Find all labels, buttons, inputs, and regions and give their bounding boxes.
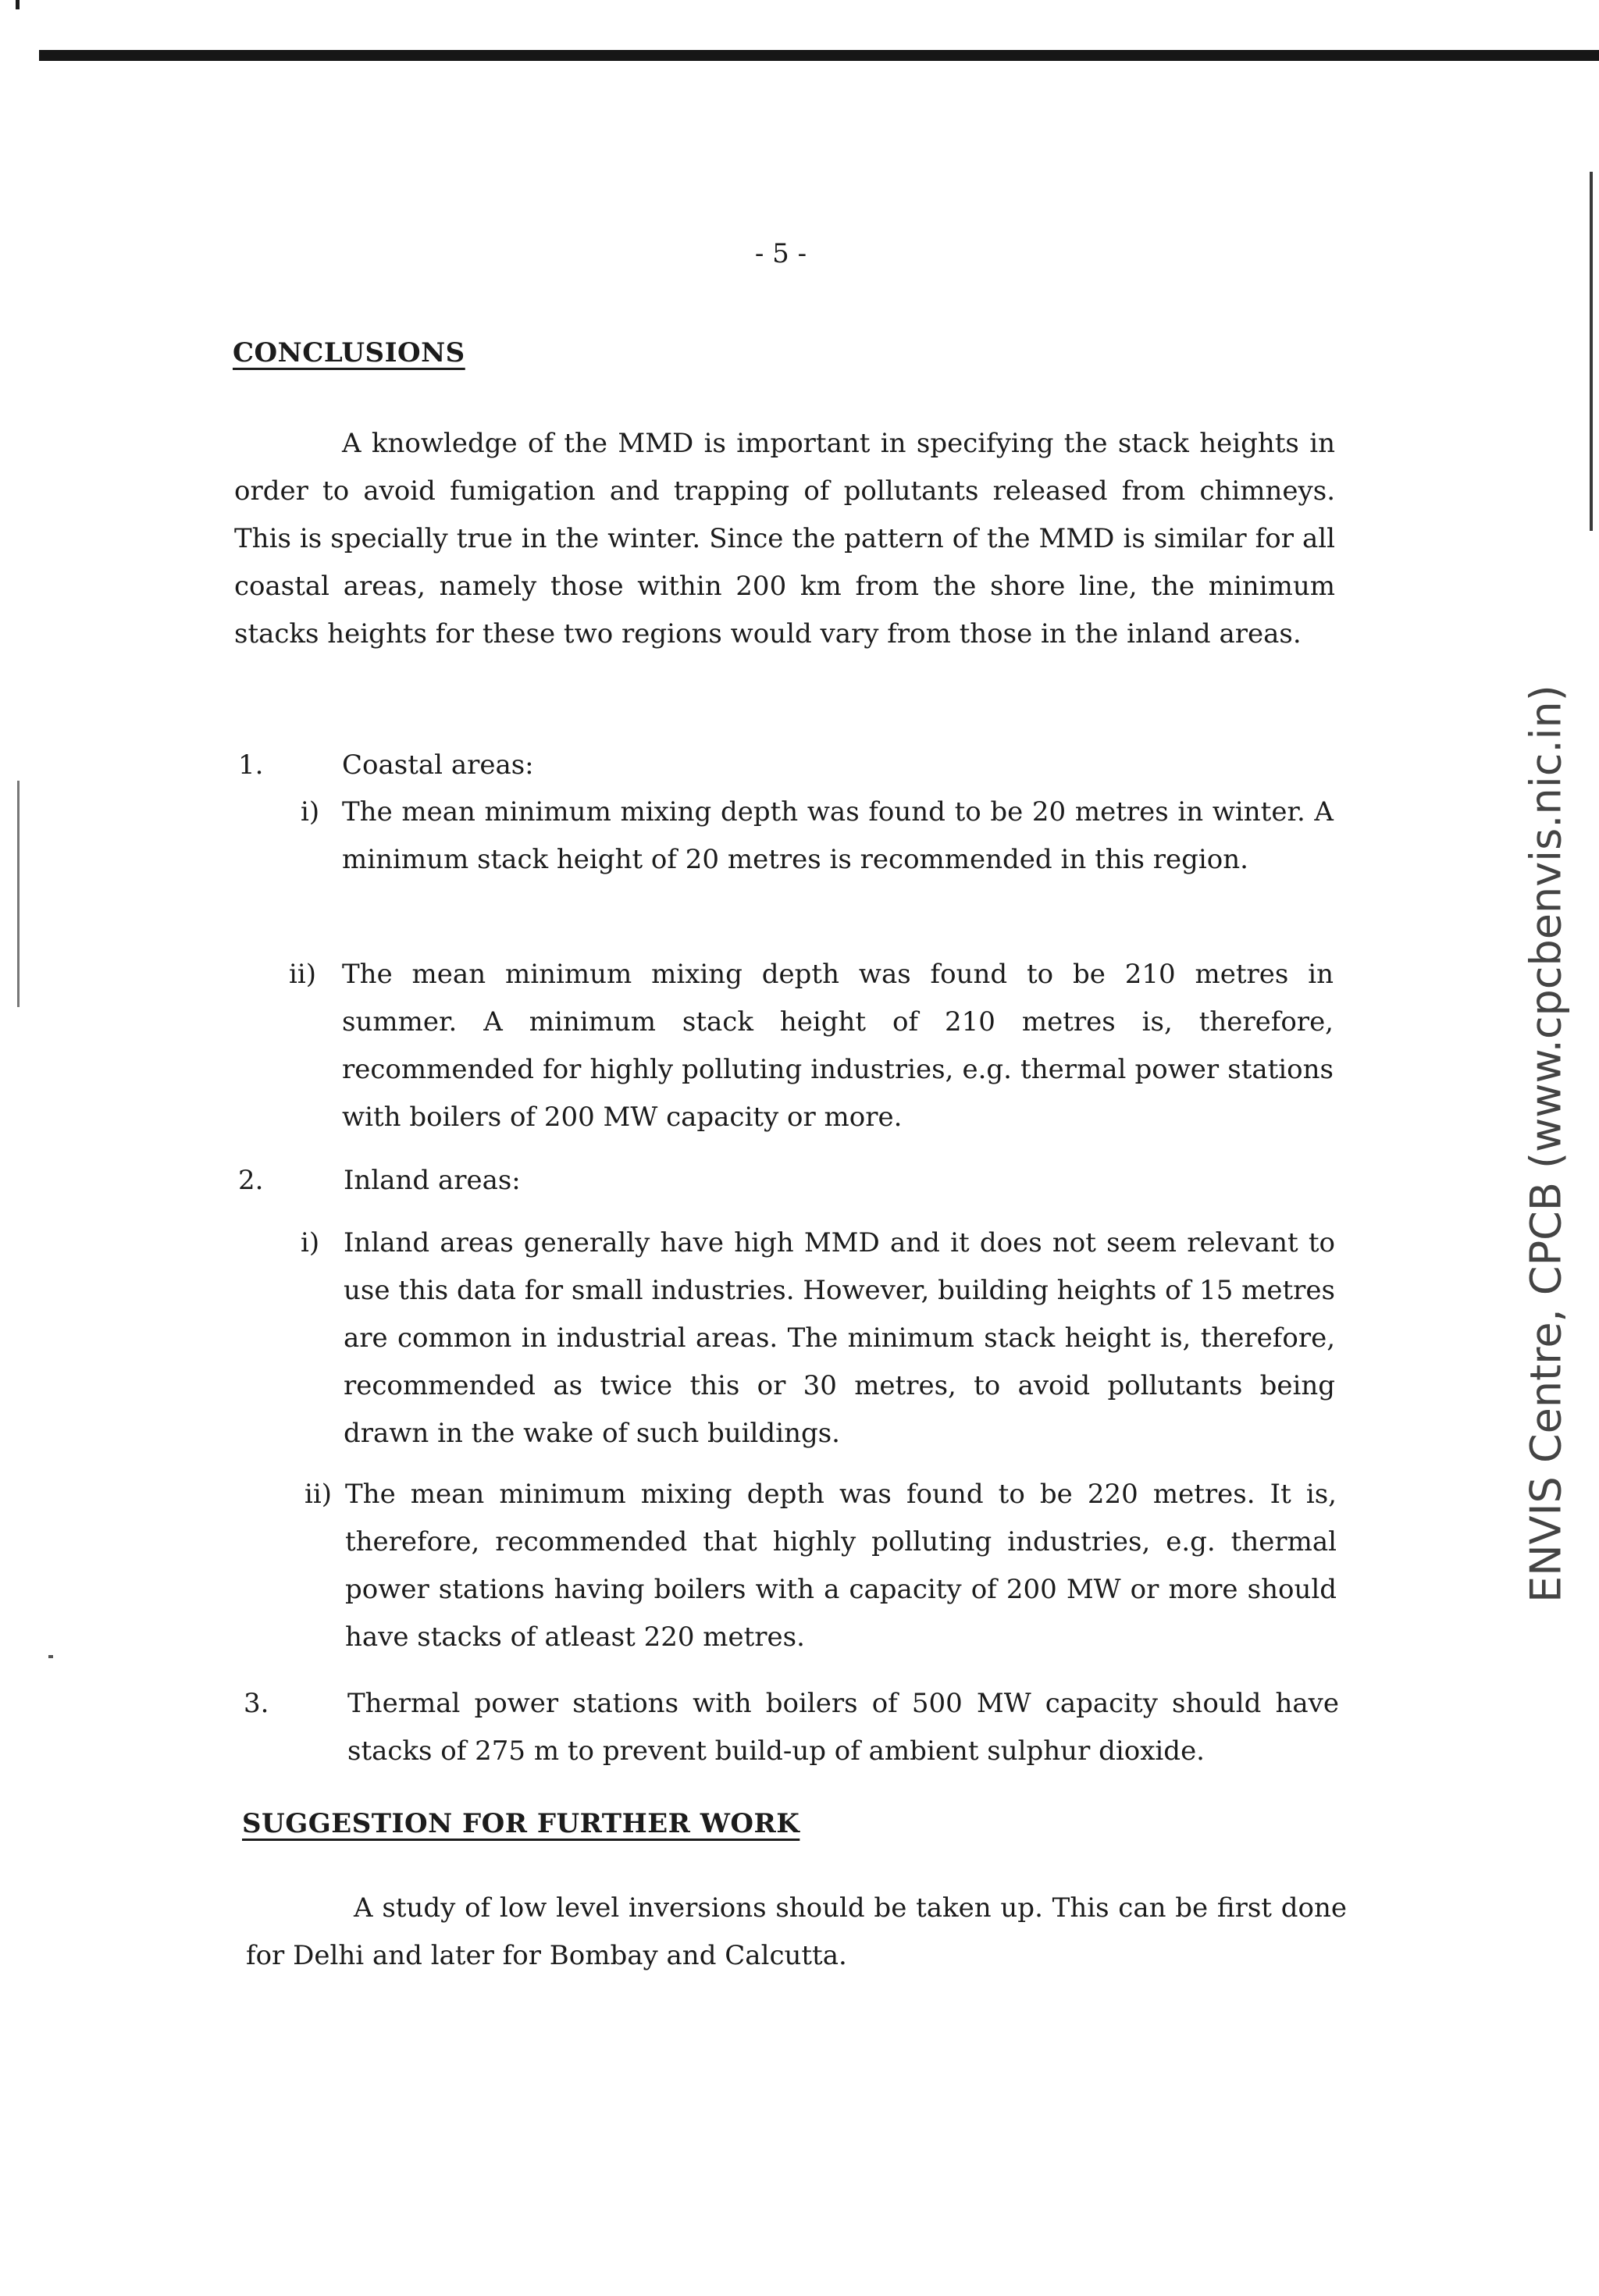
item-1-sub-1-text: The mean minimum mixing depth was found to be 20 metres in winter. A minimum stack height of 20 metres is recommended in this region.: [342, 796, 1334, 875]
item-2-sub-2-marker: ii): [304, 1479, 333, 1510]
scan-speck: [48, 1655, 53, 1658]
suggestion-text: A study of low level inversions should be taken up. This can be first done for Delhi and later for Bombay and Calcutta.: [246, 1892, 1347, 1971]
scan-top-border: [39, 50, 1599, 61]
suggestion-heading: SUGGESTION FOR FURTHER WORK: [242, 1808, 800, 1839]
envis-watermark: ENVIS Centre, CPCB (www.cpcbenvis.nic.in): [1521, 685, 1571, 1603]
item-1-sub-2-marker: ii): [289, 959, 317, 990]
item-1-sub-2-text: The mean minimum mixing depth was found to be 210 metres in summer. A minimum stack height of 210 metres is, therefore, recommended for highly polluting industries, e.g. thermal power stations with boilers of 200 MW capacity or more.: [342, 959, 1334, 1133]
conclusions-heading: CONCLUSIONS: [233, 337, 465, 368]
item-1-title: Coastal areas:: [342, 749, 534, 781]
conclusions-intro: A knowledge of the MMD is important in specifying the stack heights in order to avoid fumigation and trapping of pollutants released from chimneys. This is specially true in the winter. Since the pattern of the MMD is similar for all coastal areas, namely those within 200 km from the shore line, the minimum stacks heights for these two regions would vary from those in the inland areas.: [234, 428, 1335, 650]
scan-edge-mark: [16, 0, 20, 9]
item-1-number: 1.: [238, 749, 264, 781]
scan-left-edge: [17, 781, 20, 1007]
scan-right-edge: [1590, 172, 1593, 531]
page-number: - 5 -: [754, 238, 807, 269]
item-2-sub-2-text: The mean minimum mixing depth was found to be 220 metres. It is, therefore, recommended that highly polluting industries, e.g. thermal power stations having boilers with a capacity of 200 MW or more should have stacks of atleast 220 metres.: [345, 1479, 1337, 1653]
item-1-sub-1-marker: i): [301, 796, 320, 828]
item-3-number: 3.: [244, 1688, 269, 1719]
item-2-sub-1-text: Inland areas generally have high MMD and it does not seem relevant to use this data for small industries. However, building heights of 15 metres are common in industrial areas. The minimum stack height is, therefore, recommended as twice this or 30 metres, to avoid pollutants being drawn in the wake of such buildings.: [344, 1227, 1335, 1449]
item-2-sub-1-marker: i): [301, 1227, 320, 1258]
item-3-text: Thermal power stations with boilers of 500 MW capacity should have stacks of 275 m to prevent build-up of ambient sulphur dioxide.: [347, 1688, 1339, 1767]
item-2-number: 2.: [238, 1165, 264, 1196]
item-2-title: Inland areas:: [344, 1165, 521, 1196]
